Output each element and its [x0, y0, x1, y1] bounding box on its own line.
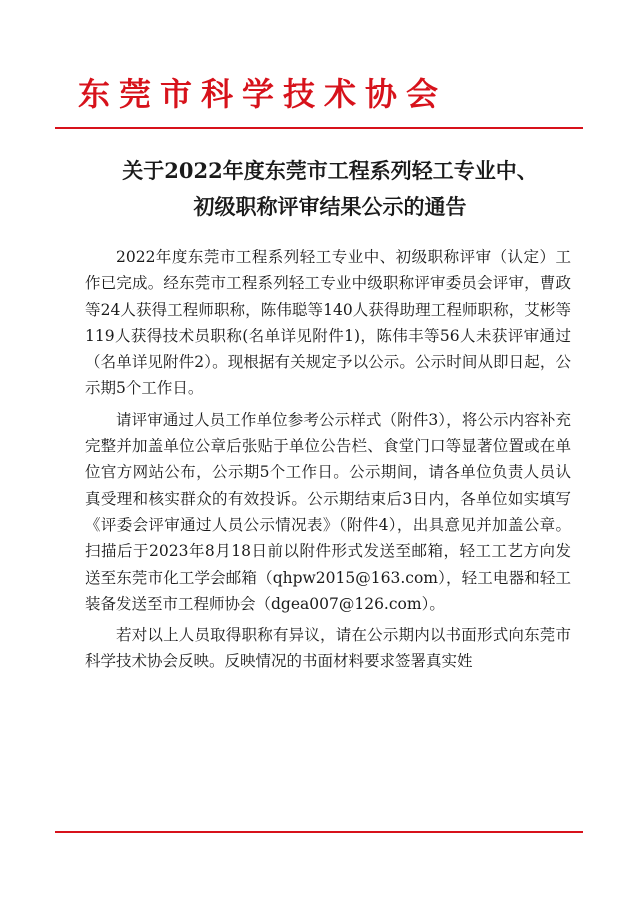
notice-title [70, 153, 590, 225]
paragraph-objections: 若对以上人员取得职称有异议，请在公示期内以书面形式向东莞市科学技术协会反映。反映情况的书面材料要求签署真实姓 [85, 626, 571, 671]
letterhead-red-rule [55, 127, 583, 129]
notice-body [85, 244, 571, 680]
paragraph-results: 2022年度东莞市工程系列轻工专业中、初级职称评审（认定）工作已完成。经东莞市工程系列轻工专业中级职称评审委员会评审，曹政等24人获得工程师职称，陈伟聪等140人获得助理工程师职称，艾彬等119人获得技术员职称(名单详见附件1)，陈伟丰等56人未获评审通过（名单详见附件2）。现根据有关规定予以公示。公示时间从即日起，公示期5个工作日。 [85, 248, 571, 398]
notice-title-line1: 关于2022年度东莞市工程系列轻工专业中、 [122, 158, 538, 183]
footer-red-rule [55, 831, 583, 833]
paragraph-publicity-instructions: 请评审通过人员工作单位参考公示样式（附件3），将公示内容补充完整并加盖单位公章后张贴于单位公告栏、食堂门口等显著位置或在单位官方网站公布，公示期5个工作日。公示期间，请各单位负责人员认真受理和核实群众的有效投诉。公示期结束后3日内，各单位如实填写《评委会评审通过人员公示情况表》（附件4），出具意见并加盖公章。扫描后于2023年8月18日前以附件形式发送至邮箱，轻工工艺方向发送至东莞市化工学会邮箱（qhpw2015@163.com），轻工电器和轻工装备发送至市工程师协会（dgea007@126.com）。 [85, 410, 571, 613]
letterhead-org-name: 东莞市科学技术协会 [78, 75, 448, 113]
notice-title-line2: 初级职称评审结果公示的通告 [193, 194, 467, 219]
